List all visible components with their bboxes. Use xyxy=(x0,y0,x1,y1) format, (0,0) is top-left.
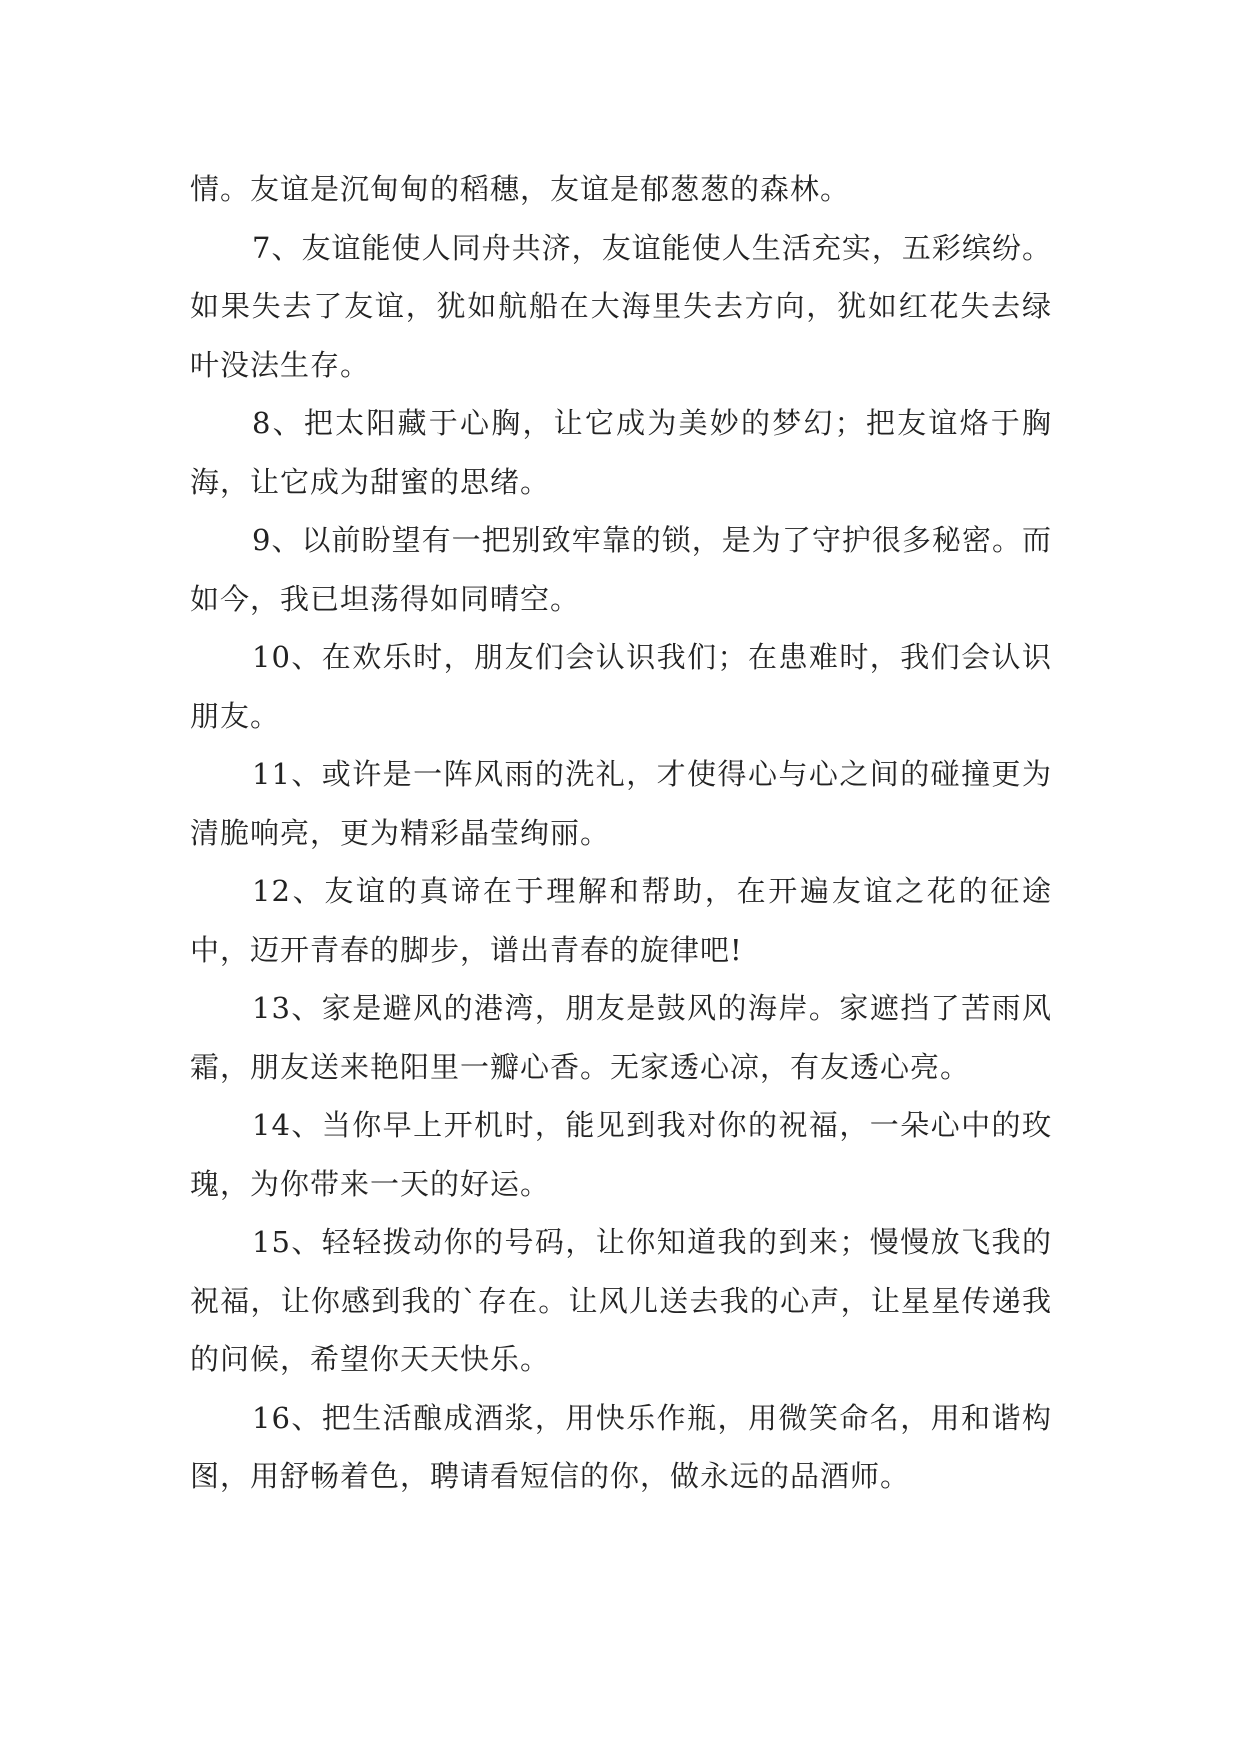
document-body xyxy=(190,160,1052,1506)
paragraph-item-12: 12、友谊的真谛在于理解和帮助，在开遍友谊之花的征途中，迈开青春的脚步，谱出青春的旋律吧! xyxy=(190,874,1052,967)
paragraph-item-10: 10、在欢乐时，朋友们会认识我们；在患难时，我们会认识朋友。 xyxy=(190,640,1052,733)
paragraph-item-7: 7、友谊能使人同舟共济，友谊能使人生活充实，五彩缤纷。如果失去了友谊，犹如航船在大海里失去方向，犹如红花失去绿叶没法生存。 xyxy=(190,230,1052,382)
paragraph-item-8: 8、把太阳藏于心胸，让它成为美妙的梦幻；把友谊烙于胸海，让它成为甜蜜的思绪。 xyxy=(190,406,1052,499)
paragraph-continuation: 情。友谊是沉甸甸的稻穗，友谊是郁葱葱的森林。 xyxy=(190,172,851,206)
paragraph-item-16: 16、把生活酿成酒浆，用快乐作瓶，用微笑命名，用和谐构图，用舒畅着色，聘请看短信的你，做永远的品酒师。 xyxy=(190,1400,1052,1493)
paragraph-item-14: 14、当你早上开机时，能见到我对你的祝福，一朵心中的玫瑰，为你带来一天的好运。 xyxy=(190,1108,1052,1201)
paragraph-item-15: 15、轻轻拨动你的号码，让你知道我的到来；慢慢放飞我的祝福，让你感到我的`存在。让风儿送去我的心声，让星星传递我的问候，希望你天天快乐。 xyxy=(190,1225,1052,1376)
paragraph-item-9: 9、以前盼望有一把别致牢靠的锁，是为了守护很多秘密。而如今，我已坦荡得如同晴空。 xyxy=(190,523,1052,616)
paragraph-item-13: 13、家是避风的港湾，朋友是鼓风的海岸。家遮挡了苦雨风霜，朋友送来艳阳里一瓣心香。无家透心凉，有友透心亮。 xyxy=(190,991,1052,1084)
paragraph-item-11: 11、或许是一阵风雨的洗礼，才使得心与心之间的碰撞更为清脆响亮，更为精彩晶莹绚丽。 xyxy=(190,757,1052,850)
